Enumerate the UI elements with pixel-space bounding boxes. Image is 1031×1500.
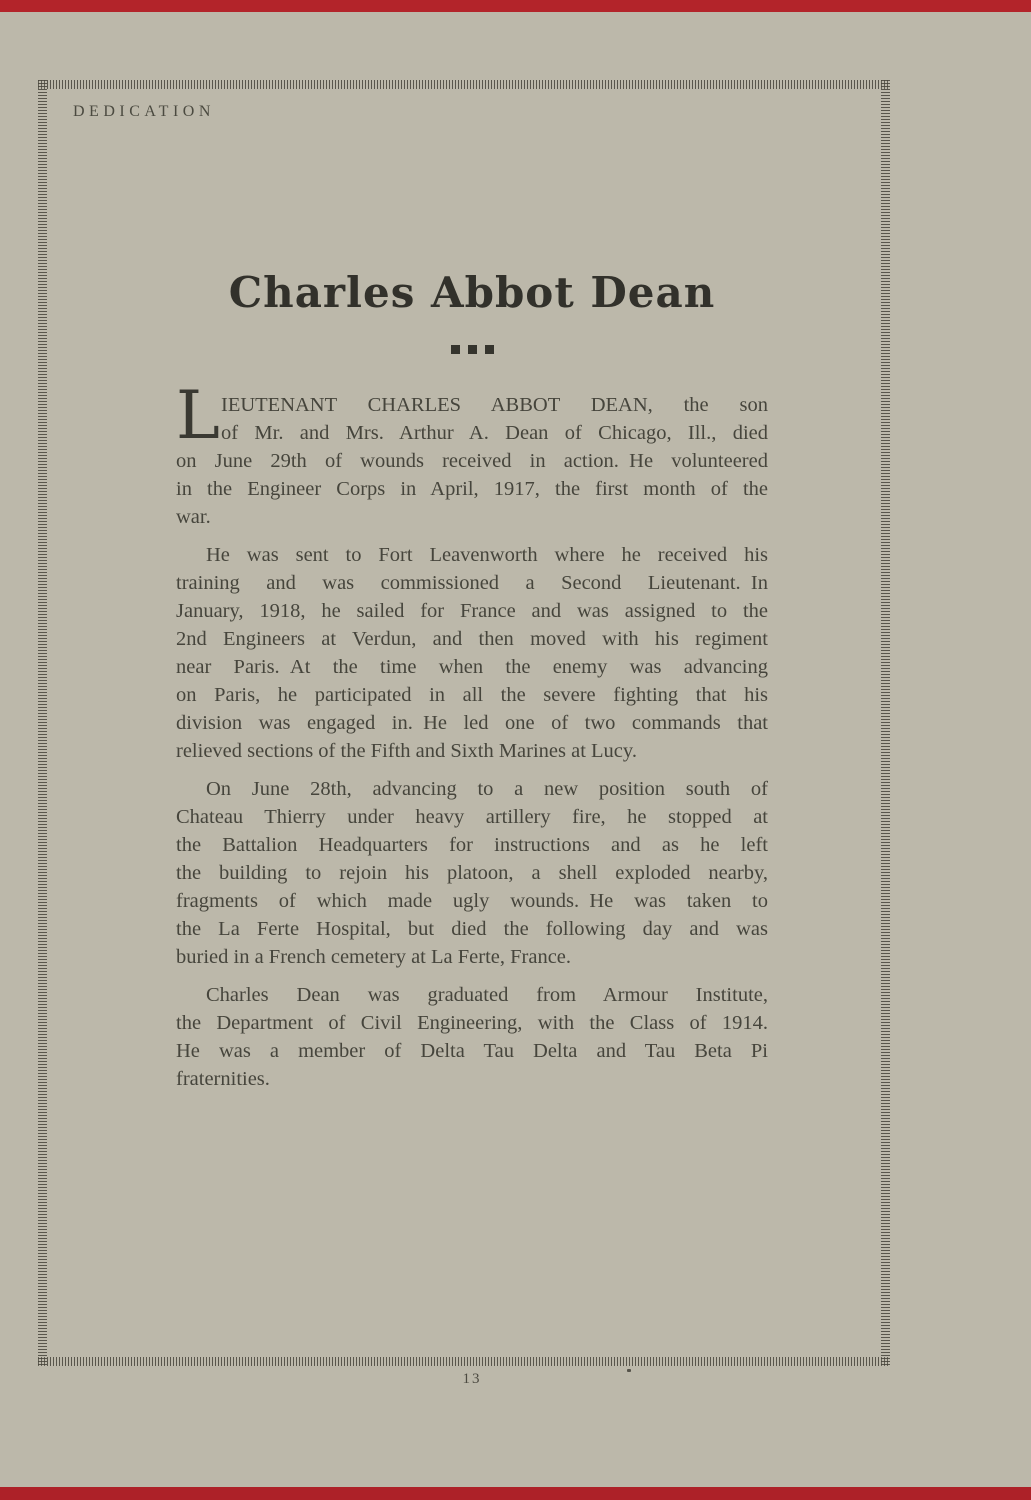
page-number: 13 — [462, 1371, 482, 1387]
paragraph — [176, 775, 768, 971]
square-icon — [485, 345, 494, 354]
text-line: the building to rejoin his platoon, a shell exploded nearby, — [176, 862, 768, 884]
text-column — [176, 377, 768, 1093]
text-line: war. — [176, 506, 211, 528]
text-line: relieved sections of the Fifth and Sixth Marines at Lucy. — [176, 740, 637, 762]
paragraph — [176, 377, 768, 531]
frame-border-bottom — [38, 1357, 890, 1366]
text-line: on Paris, he participated in all the severe fighting that his — [176, 684, 768, 706]
text-line: the Battalion Headquarters for instructions and as he left — [176, 834, 768, 856]
text-line: January, 1918, he sailed for France and was assigned to the — [176, 600, 768, 622]
text-line: On June 28th, advancing to a new position south of — [206, 778, 768, 800]
running-head: DEDICATION — [73, 103, 215, 120]
text-line: on June 29th of wounds received in action. He volunteered — [176, 450, 768, 472]
text-line: division was engaged in. He led one of two commands that — [176, 712, 768, 734]
text-line: in the Engineer Corps in April, 1917, the first month of the — [176, 478, 768, 500]
dropcap: L — [176, 377, 220, 454]
page-title: Charles Abbot Dean — [228, 268, 716, 317]
frame-border-right — [881, 80, 890, 1366]
text-line: Chateau Thierry under heavy artillery fire, he stopped at — [176, 806, 768, 828]
text-line: fragments of which made ugly wounds. He was taken to — [176, 890, 768, 912]
text-line: 2nd Engineers at Verdun, and then moved with his regiment — [176, 628, 768, 650]
text-line: IEUTENANT CHARLES ABBOT DEAN, the son — [221, 394, 768, 416]
text-line: the Department of Civil Engineering, with the Class of 1914. — [176, 1012, 768, 1034]
paragraph — [176, 981, 768, 1093]
paragraph — [176, 541, 768, 765]
text-line: Charles Dean was graduated from Armour Institute, — [206, 984, 768, 1006]
frame-border-top — [38, 80, 890, 89]
ornament — [176, 345, 768, 354]
scan-edge-top — [0, 0, 1031, 12]
text-line: fraternities. — [176, 1068, 270, 1090]
text-line: buried in a French cemetery at La Ferte, France. — [176, 946, 572, 968]
scan-edge-bottom — [0, 1487, 1031, 1500]
frame-border-left — [38, 80, 47, 1366]
text-line: He was sent to Fort Leavenworth where he received his — [206, 544, 768, 566]
text-line: He was a member of Delta Tau Delta and Tau Beta Pi — [176, 1040, 768, 1062]
text-line: near Paris. At the time when the enemy was advancing — [176, 656, 768, 678]
text-line: training and was commissioned a Second Lieutenant. In — [176, 572, 768, 594]
text-line: the La Ferte Hospital, but died the following day and was — [176, 918, 768, 940]
square-icon — [468, 345, 477, 354]
text-line: of Mr. and Mrs. Arthur A. Dean of Chicago, Ill., died — [221, 422, 768, 444]
square-icon — [451, 345, 460, 354]
